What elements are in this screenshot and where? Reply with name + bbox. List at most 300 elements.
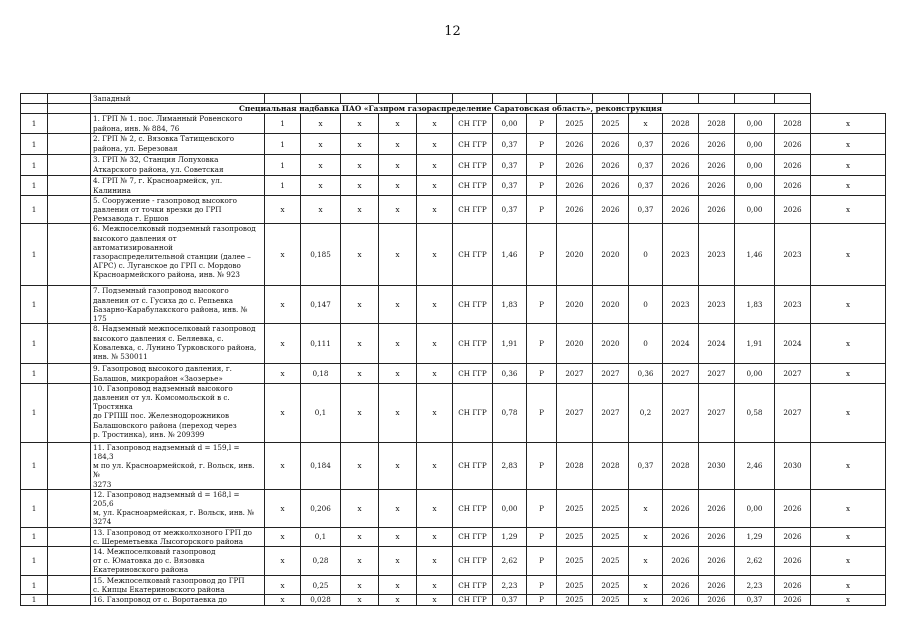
cell-value: 2026 <box>663 595 699 605</box>
cell-value: 1,29 <box>735 527 775 546</box>
cell-value: х <box>629 595 663 605</box>
cell-value: СН ГГР <box>453 442 493 489</box>
table-row <box>21 286 886 324</box>
table-row <box>21 383 886 442</box>
object-name <box>91 224 265 286</box>
cell-value: х <box>629 489 663 527</box>
cell-value: 1,46 <box>735 224 775 286</box>
cell-value: 2026 <box>557 134 593 155</box>
cell-value: 0,36 <box>493 364 527 383</box>
object-name-line: до ГРПШ пос. Железнодорожников <box>93 411 230 421</box>
row-index: 1 <box>21 527 48 546</box>
cell-value: 2,62 <box>493 547 527 576</box>
cell-value: х <box>417 442 453 489</box>
cell-value: Р <box>527 176 557 195</box>
object-name <box>91 176 265 195</box>
object-name-line: давления от с. Гусиха до с. Репьевка <box>93 295 234 305</box>
cell-value: 2026 <box>775 547 811 576</box>
cell-value: х <box>417 489 453 527</box>
cell-value: 2028 <box>775 114 811 134</box>
cell-value: Р <box>527 286 557 324</box>
cell-value: х <box>417 195 453 224</box>
cell-value: х <box>265 383 301 442</box>
cell-value: 2026 <box>699 576 735 595</box>
cell-value: 1,83 <box>493 286 527 324</box>
cell-value: х <box>265 442 301 489</box>
object-name-line: 1. ГРП № 1. пос. Лиманный Ровенского <box>93 114 243 124</box>
cell-value: 2025 <box>557 527 593 546</box>
cell-value: Р <box>527 442 557 489</box>
cell-value: 2,62 <box>735 547 775 576</box>
cell-value: 2023 <box>699 224 735 286</box>
object-name-line: 3274 <box>93 517 112 527</box>
object-name-line: Балашов, микрорайон «Заозерье» <box>93 373 223 383</box>
object-name <box>91 155 265 176</box>
cell-value: 2,23 <box>493 576 527 595</box>
cell-value: 0,147 <box>301 286 341 324</box>
cell-value: х <box>811 383 886 442</box>
table-row <box>21 176 886 195</box>
table-row <box>21 364 886 383</box>
object-name-line: 2. ГРП № 2, с. Вязовка Татищевского <box>93 134 235 144</box>
cell-value: 0,206 <box>301 489 341 527</box>
cell-value: 0,36 <box>629 364 663 383</box>
cell-value: 0,00 <box>493 114 527 134</box>
object-name <box>91 576 265 595</box>
cell-value: х <box>341 576 379 595</box>
cell-value: 2024 <box>699 324 735 364</box>
cell-value: 2023 <box>775 286 811 324</box>
cell-value: х <box>341 383 379 442</box>
cell-value: 0,37 <box>629 134 663 155</box>
object-name-line: м, ул. Красноармейская, г. Вольск, инв. № <box>93 508 255 518</box>
cell-value: СН ГГР <box>453 134 493 155</box>
cell-value: СН ГГР <box>453 195 493 224</box>
cell-value: 2026 <box>699 527 735 546</box>
object-name-line: района, ул. Березовая <box>93 143 178 153</box>
object-name-line: 16. Газопровод от с. Воротаевка до <box>93 595 227 605</box>
object-name-line: давления от точки врезки до ГРП <box>93 205 222 215</box>
object-name-line: 13. Газопровод от межколхозного ГРП до <box>93 527 252 537</box>
cell-value: 2020 <box>557 286 593 324</box>
cell-value: Р <box>527 134 557 155</box>
cell-value: 2028 <box>663 442 699 489</box>
object-name <box>91 195 265 224</box>
cell-value: х <box>265 595 301 605</box>
cell-value: 0,00 <box>735 195 775 224</box>
cell-value: х <box>341 527 379 546</box>
cell-value: 2028 <box>699 114 735 134</box>
cell-value: 2026 <box>663 527 699 546</box>
table-row <box>21 155 886 176</box>
cell-value: 1,91 <box>493 324 527 364</box>
cell-value: 2026 <box>663 489 699 527</box>
cell-value: 2030 <box>699 442 735 489</box>
cell-value: 2027 <box>699 364 735 383</box>
cell-value: 2026 <box>775 134 811 155</box>
object-name-line: 8. Надземный межпоселковый газопровод <box>93 324 256 334</box>
cell-value: х <box>811 176 886 195</box>
object-name-line: 11. Газопровод надземный d = 159,l = 184,3 <box>93 442 240 462</box>
cell-value: 2026 <box>593 155 629 176</box>
cell-value: х <box>265 547 301 576</box>
cell-value: х <box>417 176 453 195</box>
cell-value: 2023 <box>663 224 699 286</box>
cell-value: 0,111 <box>301 324 341 364</box>
cell-value: х <box>341 547 379 576</box>
cell-value: х <box>379 195 417 224</box>
cell-value: СН ГГР <box>453 595 493 605</box>
object-name <box>91 383 265 442</box>
object-name-line: давления от ул. Комсомольской в с. <box>93 393 230 403</box>
cell-value: 2027 <box>775 364 811 383</box>
cell-value: х <box>341 442 379 489</box>
cell-value: СН ГГР <box>453 527 493 546</box>
cell-value: 0 <box>629 286 663 324</box>
cell-value: 2025 <box>593 576 629 595</box>
object-name-line: 14. Межпоселковый газопровод <box>93 547 216 557</box>
cell-value: Р <box>527 155 557 176</box>
cell-value: 2025 <box>593 547 629 576</box>
cell-value: 0,18 <box>301 364 341 383</box>
cell-value: 2027 <box>557 383 593 442</box>
cell-value: 2,83 <box>493 442 527 489</box>
cell-value: 2026 <box>699 176 735 195</box>
cell-value: 1 <box>265 155 301 176</box>
cell-value: х <box>265 224 301 286</box>
cell-value: 2026 <box>593 195 629 224</box>
cell-value: СН ГГР <box>453 176 493 195</box>
object-name <box>91 595 265 605</box>
cell-value: 0,184 <box>301 442 341 489</box>
cell-value: Р <box>527 489 557 527</box>
cell-value: х <box>811 576 886 595</box>
object-name-line: 15. Межпоселковый газопровод до ГРП <box>93 576 245 586</box>
object-name-line: 9. Газопровод высокого давления, г. <box>93 364 232 374</box>
cell-value: х <box>341 364 379 383</box>
cell-value: СН ГГР <box>453 286 493 324</box>
cell-value: 2024 <box>663 324 699 364</box>
cell-value: 2026 <box>699 155 735 176</box>
cell-value: х <box>811 224 886 286</box>
cell-value: 0,37 <box>493 195 527 224</box>
cell-value: 2023 <box>663 286 699 324</box>
row-index: 1 <box>21 155 48 176</box>
cell-value: 2028 <box>663 114 699 134</box>
cell-value: х <box>341 155 379 176</box>
cell-value: СН ГГР <box>453 114 493 134</box>
cell-value: 2028 <box>557 442 593 489</box>
object-name-line: р. Тростинка), инв. № 209399 <box>93 429 205 439</box>
cell-value: 2026 <box>775 155 811 176</box>
object-name-line: 10. Газопровод надземный высокого <box>93 383 233 393</box>
table-row <box>21 527 886 546</box>
cell-value: 0,25 <box>301 576 341 595</box>
cell-value: х <box>417 134 453 155</box>
cell-value: 2026 <box>663 195 699 224</box>
cell-value: СН ГГР <box>453 155 493 176</box>
cell-value: х <box>811 527 886 546</box>
row-index: 1 <box>21 489 48 527</box>
row-index: 1 <box>21 364 48 383</box>
object-name-line: 6. Межпоселковый подземный газопровод <box>93 224 256 234</box>
table-row <box>21 576 886 595</box>
cell-value: 2,46 <box>735 442 775 489</box>
cell-value: 2020 <box>593 224 629 286</box>
cell-value: 2025 <box>557 547 593 576</box>
cell-value: х <box>301 114 341 134</box>
cell-value: х <box>301 195 341 224</box>
cell-value: х <box>265 324 301 364</box>
cell-value: 2020 <box>557 324 593 364</box>
cell-value: 2020 <box>593 324 629 364</box>
cell-value: СН ГГР <box>453 383 493 442</box>
object-name-line: 3. ГРП № 32, Станция Лопуховка <box>93 155 219 165</box>
cell-value: х <box>811 286 886 324</box>
cell-value: 2026 <box>775 489 811 527</box>
cell-value: 2025 <box>593 114 629 134</box>
object-name-line: с. Кипцы Екатериновского района <box>93 585 225 595</box>
row-index: 1 <box>21 442 48 489</box>
cell-value: Р <box>527 364 557 383</box>
cell-value: 0 <box>629 224 663 286</box>
cell-value: Р <box>527 595 557 605</box>
cell-value: х <box>417 364 453 383</box>
cell-value: 0,37 <box>629 195 663 224</box>
object-name-line: Базарно-Карабулакского района, инв. № <box>93 304 248 314</box>
object-name-line: Екатериновского района <box>93 565 189 575</box>
cell-value: 2026 <box>663 576 699 595</box>
object-name-line: с. Шереметьевка Лысогорского района <box>93 536 244 546</box>
cell-value: Р <box>527 224 557 286</box>
row-index: 1 <box>21 324 48 364</box>
cell-value: Р <box>527 547 557 576</box>
object-name-line: 12. Газопровод надземный d = 168,l = 205,6 <box>93 489 240 509</box>
object-name-line: Тростянка <box>93 402 133 412</box>
cell-value: 2026 <box>699 195 735 224</box>
object-name-line: высокого давления с. Беляевка, с. <box>93 333 224 343</box>
cell-value: 2026 <box>663 176 699 195</box>
cell-value: х <box>379 134 417 155</box>
cell-value: 0,37 <box>735 595 775 605</box>
cell-value: 0,37 <box>629 176 663 195</box>
cell-value: СН ГГР <box>453 364 493 383</box>
cell-value: х <box>811 595 886 605</box>
investment-table <box>20 93 886 606</box>
table-row <box>21 134 886 155</box>
cell-value: 2025 <box>593 527 629 546</box>
cell-value: 2028 <box>593 442 629 489</box>
cell-value: х <box>379 442 417 489</box>
cell-value: 2027 <box>593 364 629 383</box>
cell-value: х <box>811 155 886 176</box>
cell-value: Р <box>527 195 557 224</box>
cell-value: 0 <box>629 324 663 364</box>
cell-value: 2026 <box>699 547 735 576</box>
object-name-line: района, инв. № 884, 76 <box>93 123 180 133</box>
cell-value: 2026 <box>699 489 735 527</box>
cell-value: СН ГГР <box>453 489 493 527</box>
cell-value: х <box>811 134 886 155</box>
object-name-line: от с. Юматовка до с. Вязовка <box>93 556 205 566</box>
cell-value: 2025 <box>593 489 629 527</box>
cell-value: х <box>379 383 417 442</box>
row-index: 1 <box>21 595 48 605</box>
cell-value: СН ГГР <box>453 324 493 364</box>
cell-value: 2026 <box>699 134 735 155</box>
cell-value: 2026 <box>663 547 699 576</box>
cell-value: х <box>341 224 379 286</box>
cell-value: 2026 <box>775 176 811 195</box>
object-name-line: Балашовского района (переход через <box>93 420 237 430</box>
cell-value: х <box>811 324 886 364</box>
row-index: 1 <box>21 134 48 155</box>
cell-value: х <box>629 527 663 546</box>
cell-value: 2025 <box>557 489 593 527</box>
cell-value: 0,00 <box>735 489 775 527</box>
cell-value: х <box>629 114 663 134</box>
cell-value: х <box>379 364 417 383</box>
cell-value: х <box>379 286 417 324</box>
cell-value: х <box>417 286 453 324</box>
row-index: 1 <box>21 547 48 576</box>
cell-value: 2026 <box>593 134 629 155</box>
cell-value: х <box>379 155 417 176</box>
object-name-line: Ковалевка, с. Лунино Турковского района, <box>93 342 257 352</box>
table-row <box>21 114 886 134</box>
cell-value: 2020 <box>593 286 629 324</box>
cell-value: 2020 <box>557 224 593 286</box>
row-index: 1 <box>21 114 48 134</box>
cell-value: 0,78 <box>493 383 527 442</box>
table-row <box>21 442 886 489</box>
cell-value: 1,29 <box>493 527 527 546</box>
cell-value: х <box>341 324 379 364</box>
cell-value: 0,28 <box>301 547 341 576</box>
cell-value: 0,00 <box>735 114 775 134</box>
cell-value: 1,46 <box>493 224 527 286</box>
cell-value: х <box>341 595 379 605</box>
cell-value: 0,37 <box>493 134 527 155</box>
cell-value: х <box>629 547 663 576</box>
object-name-line: м по ул. Красноармейской, г. Вольск, инв. № <box>93 461 255 480</box>
cell-value: 1 <box>265 176 301 195</box>
cell-value: 1 <box>265 114 301 134</box>
cell-value: 0,2 <box>629 383 663 442</box>
cell-value: х <box>379 324 417 364</box>
cell-value: 2027 <box>557 364 593 383</box>
cell-value: 0,028 <box>301 595 341 605</box>
cell-value: 0,37 <box>493 155 527 176</box>
cell-value: х <box>811 114 886 134</box>
cell-value: х <box>265 527 301 546</box>
cell-value: 2026 <box>775 576 811 595</box>
cell-value: х <box>811 195 886 224</box>
table-row <box>21 224 886 286</box>
row-index: 1 <box>21 286 48 324</box>
cell-value: 2025 <box>557 595 593 605</box>
cell-value: 1 <box>265 134 301 155</box>
cell-value: х <box>379 176 417 195</box>
object-name-line: автоматизированной <box>93 242 173 252</box>
object-name <box>91 286 265 324</box>
cell-value: х <box>417 324 453 364</box>
cell-value: 2023 <box>699 286 735 324</box>
cell-value: 2026 <box>557 176 593 195</box>
cell-value: СН ГГР <box>453 224 493 286</box>
cell-value: х <box>265 195 301 224</box>
cell-value: 2030 <box>775 442 811 489</box>
cell-value: Р <box>527 527 557 546</box>
object-name-line: 4. ГРП № 7, г. Красноармейск, ул. Калинина <box>93 176 223 195</box>
cell-value: х <box>811 489 886 527</box>
cell-value: 0,58 <box>735 383 775 442</box>
cell-value: х <box>379 114 417 134</box>
prev-row-text: Западный <box>91 94 265 104</box>
cell-value: 0,00 <box>735 155 775 176</box>
cell-value: 0,37 <box>629 155 663 176</box>
cell-value: х <box>379 527 417 546</box>
cell-value: 0,00 <box>493 489 527 527</box>
cell-value: 2026 <box>593 176 629 195</box>
cell-value: 0,37 <box>493 176 527 195</box>
object-name-line: Аткарского района, ул. Советская <box>93 164 224 174</box>
cell-value: х <box>341 195 379 224</box>
row-index: 1 <box>21 576 48 595</box>
object-name-line: 7. Подземный газопровод высокого <box>93 286 229 296</box>
object-name <box>91 547 265 576</box>
table-row <box>21 324 886 364</box>
section-title: Специальная надбавка ПАО «Газпром газораспределение Саратовская область», реконструкция <box>91 104 811 114</box>
cell-value: 2026 <box>557 195 593 224</box>
object-name-line: 3273 <box>93 479 112 489</box>
cell-value: х <box>417 155 453 176</box>
cell-value: 2,23 <box>735 576 775 595</box>
cell-value: 2024 <box>775 324 811 364</box>
object-name <box>91 134 265 155</box>
cell-value: х <box>417 383 453 442</box>
cell-value: Р <box>527 383 557 442</box>
cell-value: х <box>265 489 301 527</box>
cell-value: 1,91 <box>735 324 775 364</box>
cell-value: 0,1 <box>301 527 341 546</box>
cell-value: 2026 <box>699 595 735 605</box>
object-name <box>91 324 265 364</box>
row-index: 1 <box>21 224 48 286</box>
cell-value: 1,83 <box>735 286 775 324</box>
cell-value: 0,37 <box>629 442 663 489</box>
cell-value: 2026 <box>775 595 811 605</box>
cell-value: 0,185 <box>301 224 341 286</box>
table-row <box>21 195 886 224</box>
cell-value: х <box>341 286 379 324</box>
cell-value: х <box>811 364 886 383</box>
cell-value: 0,00 <box>735 364 775 383</box>
object-name-line: Ремзавода г. Ершов <box>93 214 169 224</box>
cell-value: х <box>417 114 453 134</box>
cell-value: 2026 <box>775 527 811 546</box>
cell-value: 0,1 <box>301 383 341 442</box>
cell-value: х <box>301 176 341 195</box>
table-row <box>21 94 886 104</box>
object-name-line: АГРС) с. Луганское до ГРП с. Мордово <box>93 261 241 271</box>
cell-value: х <box>379 595 417 605</box>
cell-value: 2026 <box>663 155 699 176</box>
cell-value: х <box>341 114 379 134</box>
cell-value: х <box>417 595 453 605</box>
cell-value: 2025 <box>557 114 593 134</box>
cell-value: 2027 <box>593 383 629 442</box>
